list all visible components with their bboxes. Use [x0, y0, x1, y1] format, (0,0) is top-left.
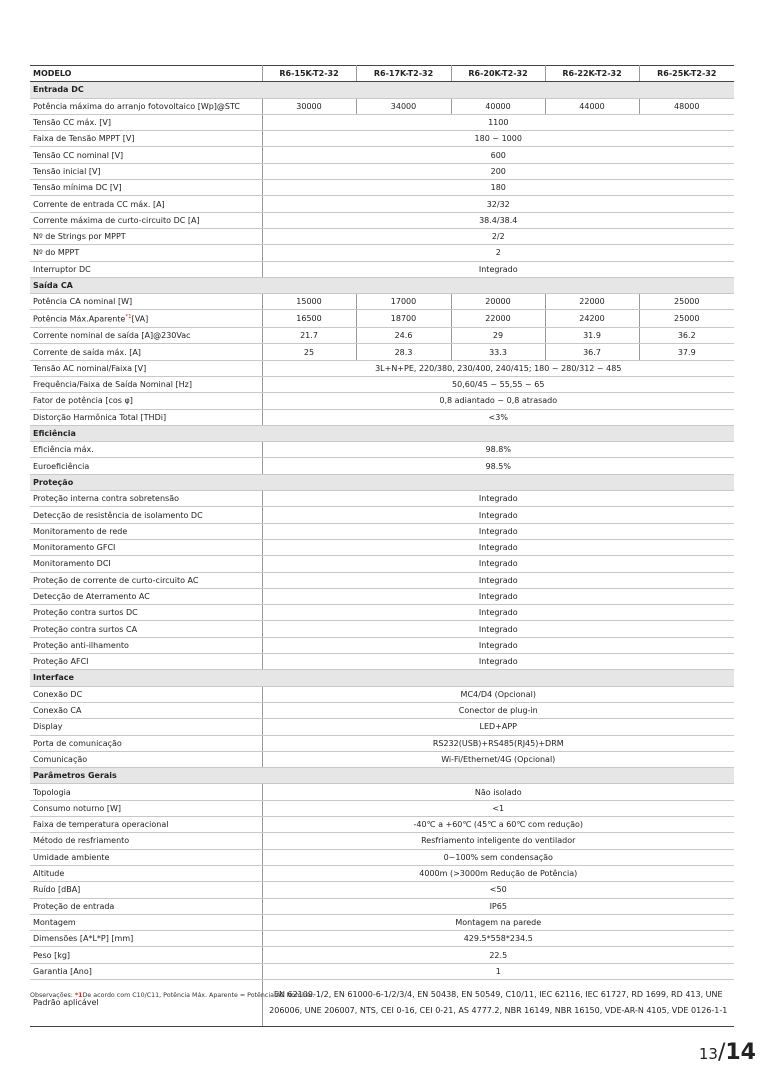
spec-value: 33.3 — [451, 344, 545, 360]
spec-row — [30, 817, 734, 833]
spec-value: 36.7 — [545, 344, 639, 360]
spec-row — [30, 294, 734, 310]
spec-label — [30, 588, 262, 604]
section-title: Proteção — [30, 474, 734, 490]
spec-row — [30, 377, 734, 393]
spec-label — [30, 865, 262, 881]
spec-value-merged: 3L+N+PE, 220/380, 230/400, 240/415; 180 ~ 280/312 ~ 485 — [262, 360, 734, 376]
spec-label — [30, 163, 262, 179]
spec-label-text: Detecção de resistência de isolamento DC — [33, 510, 203, 520]
model-name: R6-22K-T2-32 — [545, 66, 639, 82]
table-header-row — [30, 66, 734, 82]
section-header-row — [30, 425, 734, 441]
section-title: Eficiência — [30, 425, 734, 441]
section-header-row — [30, 277, 734, 293]
spec-row — [30, 751, 734, 767]
spec-value: 29 — [451, 328, 545, 344]
spec-row — [30, 931, 734, 947]
spec-label-text: Frequência/Faixa de Saída Nominal [Hz] — [33, 380, 192, 390]
spec-value: 17000 — [356, 294, 451, 310]
spec-value-merged: 98.5% — [262, 458, 734, 474]
spec-label — [30, 261, 262, 277]
spec-label-text: Monitoramento GFCI — [33, 543, 116, 553]
spec-value: 44000 — [545, 98, 639, 114]
spec-label — [30, 212, 262, 228]
spec-row — [30, 686, 734, 702]
spec-row — [30, 163, 734, 179]
spec-label-suffix: [VA] — [131, 315, 149, 325]
spec-label-text: Euroeficiência — [33, 461, 90, 471]
spec-label — [30, 344, 262, 360]
spec-row — [30, 784, 734, 800]
spec-value-merged: 50,60/45 ~ 55,55 ~ 65 — [262, 377, 734, 393]
spec-label-text: Proteção contra surtos CA — [33, 624, 138, 634]
page-separator: / — [717, 1040, 726, 1065]
spec-label-text: Corrente de entrada CC máx. [A] — [33, 199, 165, 209]
spec-label-text: Umidade ambiente — [33, 852, 110, 862]
spec-row — [30, 963, 734, 979]
spec-label — [30, 507, 262, 523]
spec-row — [30, 360, 734, 376]
spec-label — [30, 491, 262, 507]
spec-label-text: Corrente de saída máx. [A] — [33, 347, 141, 357]
spec-label — [30, 751, 262, 767]
spec-label — [30, 605, 262, 621]
spec-value-merged: Integrado — [262, 261, 734, 277]
spec-value-merged: Integrado — [262, 507, 734, 523]
spec-label-text: Detecção de Aterramento AC — [33, 592, 150, 601]
spec-label — [30, 294, 262, 310]
spec-label — [30, 979, 262, 1026]
spec-row — [30, 131, 734, 147]
spec-label — [30, 735, 262, 751]
spec-label-text: Display — [33, 722, 63, 732]
spec-row — [30, 637, 734, 653]
spec-label — [30, 458, 262, 474]
spec-row — [30, 702, 734, 718]
spec-label-text: Tensão AC nominal/Faixa [V] — [33, 363, 147, 373]
spec-label — [30, 833, 262, 849]
spec-label-text: Proteção AFCI — [33, 657, 89, 667]
spec-label — [30, 310, 262, 328]
spec-label-text: Monitoramento DCI — [33, 559, 111, 569]
spec-value: 34000 — [356, 98, 451, 114]
spec-row — [30, 507, 734, 523]
spec-value: 37.9 — [639, 344, 734, 360]
spec-value: 24.6 — [356, 328, 451, 344]
spec-value-merged: 38.4/38.4 — [262, 212, 734, 228]
spec-label — [30, 442, 262, 458]
spec-value-merged: Conector de plug-in — [262, 702, 734, 718]
spec-table-body — [30, 82, 734, 1027]
spec-label-text: Eficiência máx. — [33, 445, 94, 455]
spec-row — [30, 228, 734, 244]
spec-label — [30, 328, 262, 344]
spec-row — [30, 654, 734, 670]
spec-value-merged: RS232(USB)+RS485(RJ45)+DRM — [262, 735, 734, 751]
spec-value: 28.3 — [356, 344, 451, 360]
spec-value-merged: 200 — [262, 163, 734, 179]
spec-row — [30, 588, 734, 604]
spec-row — [30, 491, 734, 507]
spec-label — [30, 180, 262, 196]
spec-label — [30, 817, 262, 833]
spec-label-text: Tensão mínima DC [V] — [33, 183, 122, 193]
spec-label — [30, 409, 262, 425]
spec-label-text: Conexão DC — [33, 689, 83, 699]
spec-value-merged: EN 62109-1/2, EN 61000-6-1/2/3/4, EN 50438, EN 50549, C10/11, IEC 62116, IEC 61727, RD 1699, RD 413, UNE 206006, UNE 206007, NTS, CEI 0-16, CEI 0-21, AS 4777.2, NBR 16149, NBR 16150, VDE-AR-N 4105, VDE 0126-1-1 — [262, 979, 734, 1026]
spec-row — [30, 98, 734, 114]
spec-label-text: Fator de potência [cos φ] — [33, 396, 133, 406]
spec-label — [30, 98, 262, 114]
spec-value-merged: MC4/D4 (Opcional) — [262, 686, 734, 702]
spec-value-merged: Integrado — [262, 621, 734, 637]
spec-value-merged: Wi-Fi/Ethernet/4G (Opcional) — [262, 751, 734, 767]
spec-value: 18700 — [356, 310, 451, 328]
model-name: R6-25K-T2-32 — [639, 66, 734, 82]
spec-row — [30, 393, 734, 409]
spec-label — [30, 784, 262, 800]
spec-label-text: Padrão aplicável — [33, 998, 99, 1008]
spec-value-merged: Integrado — [262, 572, 734, 588]
spec-label — [30, 898, 262, 914]
spec-value-merged: 32/32 — [262, 196, 734, 212]
spec-label-text: Proteção anti-ilhamento — [33, 640, 129, 650]
section-title: Parâmetros Gerais — [30, 768, 734, 784]
spec-value-merged: 2/2 — [262, 228, 734, 244]
spec-row — [30, 310, 734, 328]
spec-value-merged: <50 — [262, 882, 734, 898]
spec-label-text: Ruído [dBA] — [33, 885, 81, 895]
spec-label — [30, 637, 262, 653]
spec-value-merged: Montagem na parede — [262, 914, 734, 930]
spec-row — [30, 523, 734, 539]
spec-row — [30, 849, 734, 865]
footnote — [30, 992, 315, 999]
spec-row — [30, 979, 734, 1026]
spec-label-text: Corrente nominal de saída [A]@230Vac — [33, 331, 191, 341]
spec-row — [30, 605, 734, 621]
spec-label — [30, 393, 262, 409]
section-header-row — [30, 768, 734, 784]
spec-label — [30, 360, 262, 376]
spec-label-text: Porta de comunicação — [33, 738, 122, 748]
spec-value-merged: Não isolado — [262, 784, 734, 800]
spec-row — [30, 865, 734, 881]
spec-label — [30, 914, 262, 930]
spec-label-text: Monitoramento de rede — [33, 526, 128, 536]
spec-label-text: Proteção de entrada — [33, 901, 115, 911]
spec-value: 36.2 — [639, 328, 734, 344]
spec-value-merged: 4000m (>3000m Redução de Potência) — [262, 865, 734, 881]
page-current: 13 — [698, 1045, 718, 1063]
spec-value: 15000 — [262, 294, 356, 310]
spec-label-text: Potência CA nominal [W] — [33, 297, 133, 307]
spec-value: 25 — [262, 344, 356, 360]
spec-label-text: Montagem — [33, 917, 76, 927]
spec-label — [30, 963, 262, 979]
spec-label-text: Faixa de Tensão MPPT [V] — [33, 134, 135, 144]
spec-label-text: Garantia [Ano] — [33, 966, 92, 976]
spec-label-text: Tensão inicial [V] — [33, 166, 101, 176]
spec-value-merged: 600 — [262, 147, 734, 163]
spec-row — [30, 556, 734, 572]
spec-row — [30, 458, 734, 474]
spec-value-merged: 0~100% sem condensação — [262, 849, 734, 865]
spec-row — [30, 735, 734, 751]
spec-label — [30, 572, 262, 588]
section-title: Entrada DC — [30, 82, 734, 98]
spec-row — [30, 539, 734, 555]
spec-value-merged: 429.5*558*234.5 — [262, 931, 734, 947]
footnote-marker: *1 — [125, 314, 132, 321]
spec-value-merged: Integrado — [262, 588, 734, 604]
spec-value: 48000 — [639, 98, 734, 114]
spec-row — [30, 882, 734, 898]
spec-row — [30, 261, 734, 277]
spec-value: 16500 — [262, 310, 356, 328]
spec-label-text: Dimensões [A*L*P] [mm] — [33, 934, 134, 944]
section-title: Saída CA — [30, 277, 734, 293]
spec-value-merged: Integrado — [262, 556, 734, 572]
spec-label-text: Altitude — [33, 869, 65, 879]
spec-row — [30, 898, 734, 914]
spec-value: 31.9 — [545, 328, 639, 344]
spec-label — [30, 654, 262, 670]
spec-value-merged: 180 — [262, 180, 734, 196]
spec-row — [30, 914, 734, 930]
spec-value: 30000 — [262, 98, 356, 114]
footnote-prefix: Observações: — [30, 992, 75, 999]
spec-row — [30, 947, 734, 963]
section-header-row — [30, 82, 734, 98]
spec-value-merged: LED+APP — [262, 719, 734, 735]
spec-label-text: Topologia — [33, 787, 71, 797]
spec-label-text: Proteção de corrente de curto-circuito AC — [33, 575, 199, 585]
spec-label-text: Nº do MPPT — [33, 248, 80, 258]
footnote-marker: *1 — [74, 992, 83, 999]
model-name: R6-20K-T2-32 — [451, 66, 545, 82]
spec-value: 24200 — [545, 310, 639, 328]
spec-label — [30, 228, 262, 244]
model-label: MODELO — [30, 66, 262, 82]
spec-label — [30, 539, 262, 555]
spec-label-text: Método de resfriamento — [33, 836, 130, 846]
spec-value-merged: Integrado — [262, 605, 734, 621]
spec-row — [30, 147, 734, 163]
spec-label-text: Peso [kg] — [33, 950, 71, 960]
spec-label-text: Consumo noturno [W] — [33, 803, 121, 813]
spec-label — [30, 686, 262, 702]
spec-value: 20000 — [451, 294, 545, 310]
spec-row — [30, 180, 734, 196]
spec-value-merged: <3% — [262, 409, 734, 425]
spec-value-merged: Integrado — [262, 539, 734, 555]
spec-value: 21.7 — [262, 328, 356, 344]
spec-value-merged: Integrado — [262, 637, 734, 653]
spec-table — [30, 65, 734, 1027]
spec-label — [30, 931, 262, 947]
spec-label-text: Faixa de temperatura operacional — [33, 820, 169, 830]
spec-row — [30, 442, 734, 458]
spec-label — [30, 947, 262, 963]
spec-label-text: Corrente máxima de curto-circuito DC [A] — [33, 215, 200, 225]
spec-value-merged: IP65 — [262, 898, 734, 914]
spec-value-merged: 0,8 adiantado ~ 0,8 atrasado — [262, 393, 734, 409]
spec-row — [30, 800, 734, 816]
model-name: R6-17K-T2-32 — [356, 66, 451, 82]
spec-row — [30, 409, 734, 425]
spec-label — [30, 523, 262, 539]
page-number — [699, 1040, 756, 1065]
spec-value: 25000 — [639, 294, 734, 310]
spec-value-merged: 1 — [262, 963, 734, 979]
spec-value: 25000 — [639, 310, 734, 328]
spec-row — [30, 328, 734, 344]
spec-label-text: Distorção Harmônica Total [THDi] — [33, 412, 167, 422]
spec-label-text: Tensão CC nominal [V] — [33, 150, 124, 160]
spec-row — [30, 212, 734, 228]
spec-value-merged: 98.8% — [262, 442, 734, 458]
spec-label — [30, 147, 262, 163]
model-name: R6-15K-T2-32 — [262, 66, 356, 82]
spec-value-merged: 22.5 — [262, 947, 734, 963]
spec-row — [30, 719, 734, 735]
spec-row — [30, 114, 734, 130]
spec-label — [30, 702, 262, 718]
spec-row — [30, 833, 734, 849]
spec-label — [30, 377, 262, 393]
spec-value-merged: <1 — [262, 800, 734, 816]
spec-label — [30, 882, 262, 898]
spec-value: 40000 — [451, 98, 545, 114]
section-header-row — [30, 670, 734, 686]
spec-label — [30, 245, 262, 261]
spec-value-merged: Integrado — [262, 523, 734, 539]
spec-label-text: Proteção contra surtos DC — [33, 608, 138, 618]
spec-value-merged: 2 — [262, 245, 734, 261]
spec-value: 22000 — [451, 310, 545, 328]
spec-value-merged: Resfriamento inteligente do ventilador — [262, 833, 734, 849]
spec-row — [30, 572, 734, 588]
spec-label — [30, 114, 262, 130]
spec-label-text: Conexão CA — [33, 706, 82, 716]
spec-label-text: Potência máxima do arranjo fotovoltaico [Wp]@STC — [33, 101, 241, 111]
spec-label — [30, 196, 262, 212]
spec-label-text: Potência Máx.Aparente — [33, 315, 126, 325]
spec-value-merged: 1100 — [262, 114, 734, 130]
spec-row — [30, 196, 734, 212]
spec-value: 22000 — [545, 294, 639, 310]
spec-label-text: Interruptor DC — [33, 264, 91, 274]
spec-label-text: Nº de Strings por MPPT — [33, 232, 126, 242]
spec-label-text: Tensão CC máx. [V] — [33, 118, 111, 128]
spec-label — [30, 719, 262, 735]
spec-label — [30, 131, 262, 147]
spec-value-merged: 180 ~ 1000 — [262, 131, 734, 147]
spec-label-text: Comunicação — [33, 754, 88, 764]
spec-value-merged: -40℃ a +60℃ (45℃ a 60℃ com redução) — [262, 817, 734, 833]
spec-row — [30, 344, 734, 360]
section-header-row — [30, 474, 734, 490]
spec-label — [30, 800, 262, 816]
spec-label — [30, 621, 262, 637]
spec-label-text: Proteção interna contra sobretensão — [33, 494, 180, 504]
spec-label — [30, 849, 262, 865]
spec-label — [30, 556, 262, 572]
spec-row — [30, 621, 734, 637]
spec-row — [30, 245, 734, 261]
section-title: Interface — [30, 670, 734, 686]
spec-value-merged: Integrado — [262, 654, 734, 670]
page-total: 14 — [725, 1040, 756, 1065]
spec-value-merged: Integrado — [262, 491, 734, 507]
footnote-text: De acordo com C10/C11, Potência Máx. Aparente = Potência AC Nominal. — [82, 992, 315, 999]
